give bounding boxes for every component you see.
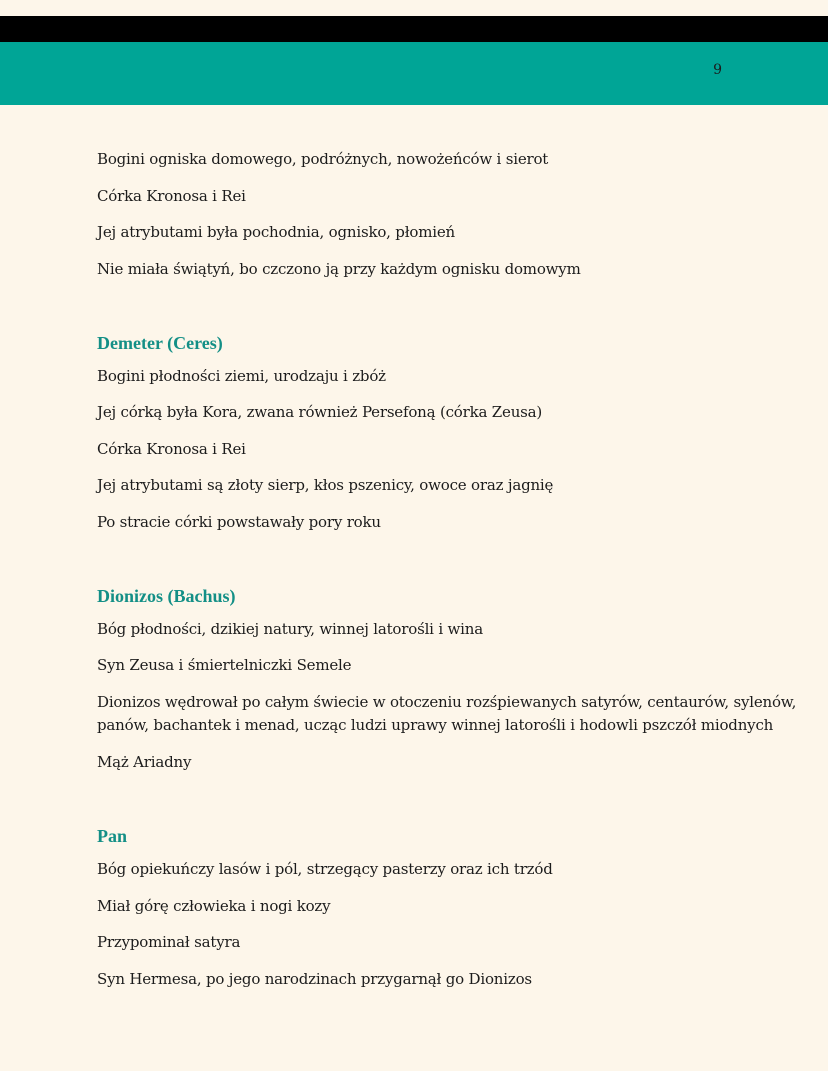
section-line: Syn Zeusa i śmiertelniczki Semele (97, 656, 352, 674)
page-number: 9 (713, 62, 722, 78)
section-line: Przypominał satyra (97, 933, 241, 951)
section-title-demeter: Demeter (Ceres) (97, 333, 223, 353)
section-line: Syn Hermesa, po jego narodzinach przygarnął go Dionizos (97, 970, 532, 988)
section-title-pan: Pan (97, 826, 128, 846)
intro-line: Bogini ogniska domowego, podróżnych, nowożeńców i sierot (97, 150, 549, 168)
intro-line: Córka Kronosa i Rei (97, 187, 246, 205)
section-line: Miał górę człowieka i nogi kozy (97, 897, 331, 915)
section-title-dionizos: Dionizos (Bachus) (97, 586, 236, 606)
section-line: Mąż Ariadny (97, 753, 192, 771)
section-line: Jej atrybutami są złoty sierp, kłos pszenicy, owoce oraz jagnię (97, 476, 554, 494)
top-margin (0, 0, 828, 16)
intro-line: Nie miała świątyń, bo czczono ją przy każdym ognisku domowym (97, 260, 581, 278)
header-teal-band (0, 42, 828, 105)
intro-line: Jej atrybutami była pochodnia, ognisko, płomień (97, 223, 455, 241)
section-line: Jej córką była Kora, zwana również Persefoną (córka Zeusa) (97, 403, 543, 421)
section-line: Bóg płodności, dzikiej natury, winnej latorośli i wina (97, 620, 483, 638)
section-line: panów, bachantek i menad, ucząc ludzi uprawy winnej latorośli i hodowli pszczół miodnych (97, 716, 774, 734)
section-line: Dionizos wędrował po całym świecie w otoczeniu rozśpiewanych satyrów, centaurów, sylenów, (97, 693, 797, 711)
section-line: Po stracie córki powstawały pory roku (97, 513, 381, 531)
section-line: Bóg opiekuńczy lasów i pól, strzegący pasterzy oraz ich trzód (97, 860, 553, 878)
section-line: Bogini płodności ziemi, urodzaju i zbóż (97, 367, 386, 385)
header-black-band (0, 16, 828, 42)
section-line: Córka Kronosa i Rei (97, 440, 246, 458)
